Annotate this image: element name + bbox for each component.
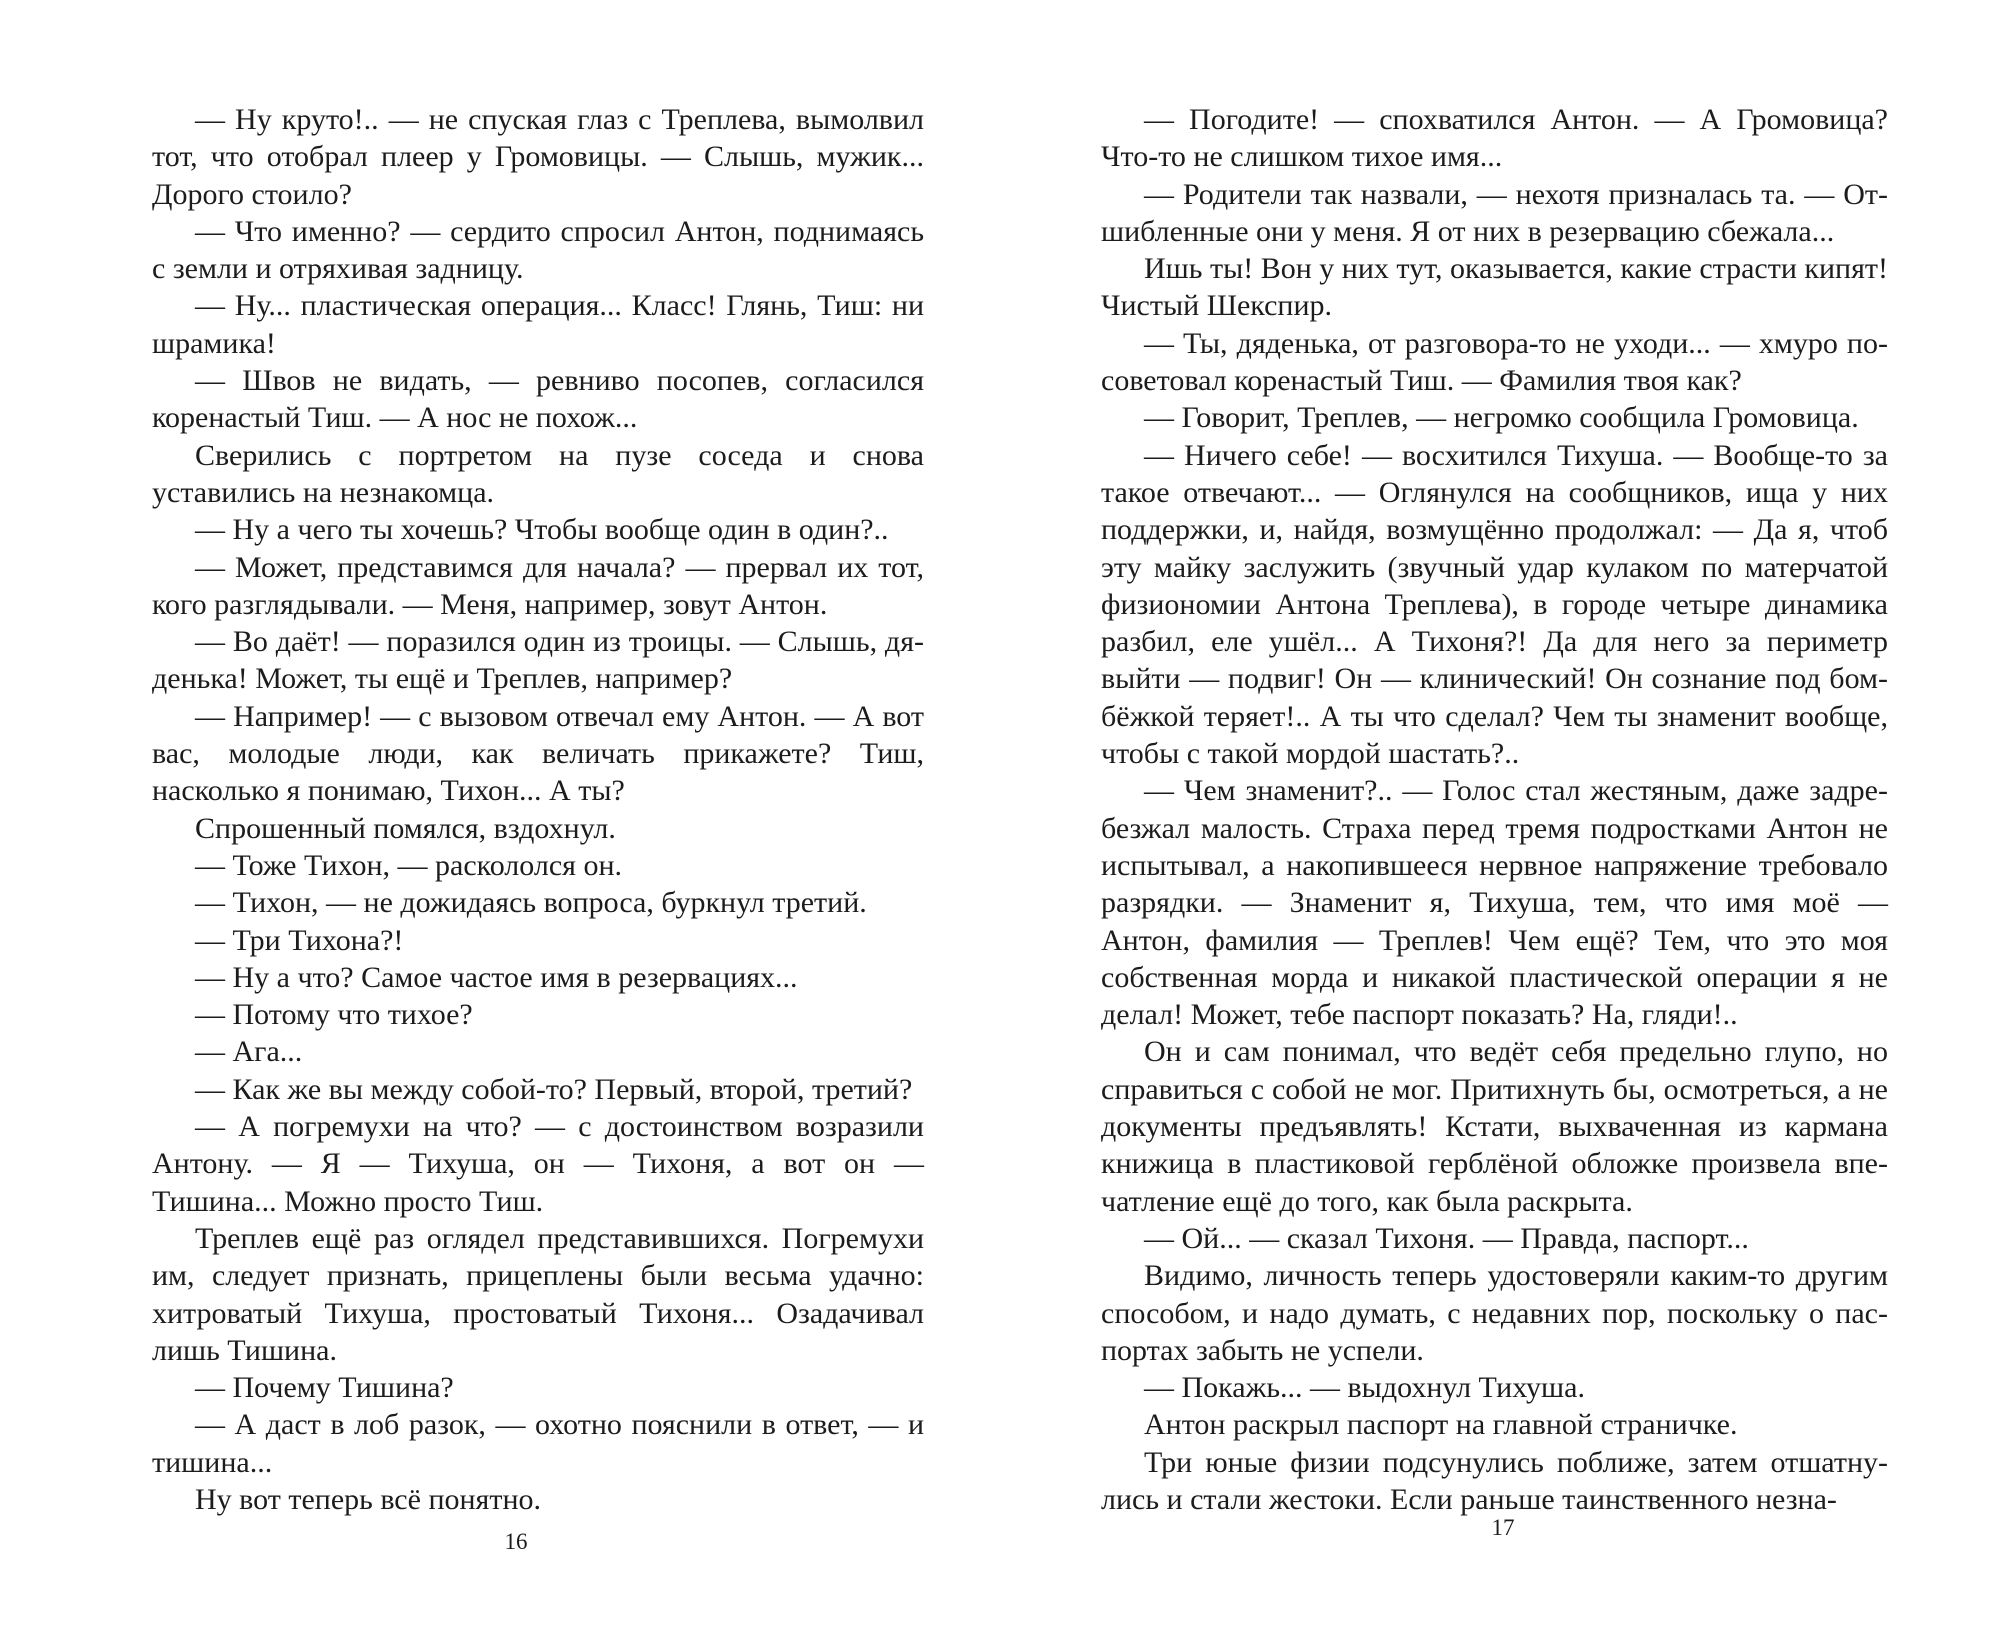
- right-page: [1000, 0, 2000, 1625]
- paragraph: — Ну а чего ты хочешь? Чтобы вообще один в один?..: [195, 513, 889, 547]
- paragraph: — Покажь... — выдохнул Тихуша.: [1144, 1371, 1585, 1405]
- paragraph: — Ага...: [195, 1035, 303, 1069]
- paragraph: — Ну круто!.. — не спуская глаз с Треплева, вымолвил тот, что отобрал плеер у Громовицы. — Слышь, мужик... Дорого стоило?: [152, 103, 924, 211]
- paragraph: — Ничего себе! — восхитился Тихуша. — Вообще-то за такое отвечают... — Оглянулся на сообщников, ища у них поддержки, и, найдя, возмущённо продолжал: — Да я, чтоб эту майку заслужить (звучный удар кулаком по матерчатой физиономии Антона Треплева), в городе четыре динамика разбил, еле ушёл... А Тихоня?! Да для него за периметр выйти — подвиг! Он — клинический! Он сознание под бомбёжкой теряет!.. А ты что сделал? Чем ты знаменит вообще, чтобы с такой мордой шастать?..: [1101, 438, 1888, 771]
- paragraph: — Чем знаменит?.. — Голос стал жестяным, даже задребезжал малость. Страха перед тремя подростками Антон не испытывал, а накопившееся нервное напряжение требовало разрядки. — Знаменит я, Тихуша, тем, что имя моё — Антон, фамилия — Треплев! Чем ещё? Тем, что это моя собственная морда и никакой пластической операции я не делал! Может, тебе паспорт показать? На, гляди!..: [1101, 774, 1888, 1032]
- paragraph: — Ой... — сказал Тихоня. — Правда, паспорт...: [1144, 1221, 1749, 1255]
- paragraph: Ну вот теперь всё понятно.: [195, 1482, 542, 1516]
- paragraph: — Как же вы между собой-то? Первый, второй, третий?: [195, 1072, 913, 1106]
- paragraph: — Потому что тихое?: [195, 998, 473, 1032]
- paragraph: — Ну а что? Самое частое имя в резервациях...: [195, 960, 798, 994]
- paragraph: Антон раскрыл паспорт на главной страничке.: [1144, 1408, 1738, 1442]
- left-page-text: [152, 101, 924, 1518]
- paragraph: — Погодите! — спохватился Антон. — А Громовица? Что-то не слишком тихое имя...: [1101, 103, 1888, 174]
- paragraph: — Что именно? — сердито спросил Антон, поднимаясь с земли и отряхивая задницу.: [152, 214, 924, 286]
- paragraph: — Почему Тишина?: [195, 1371, 454, 1405]
- paragraph: — Ну... пластическая операция... Класс! Глянь, Тиш: ни шрамика!: [152, 289, 924, 360]
- paragraph: Сверились с портретом на пузе соседа и снова уставились на незнакомца.: [152, 438, 924, 509]
- paragraph: — Тоже Тихон, — раскололся он.: [195, 848, 623, 882]
- paragraph: — Во даёт! — поразился один из троицы. — Слышь, дяденька! Может, ты ещё и Треплев, например?: [152, 625, 924, 696]
- paragraph: Он и сам понимал, что ведёт себя предельно глупо, но справиться с собой не мог. Притихнуть бы, осмотреться, а не документы предъявлять! Кстати, выхваченная из кармана книжица в пластиковой герблёной обложке произвела впечатление ещё до того, как была раскрыта.: [1101, 1035, 1888, 1218]
- paragraph: Спрошенный помялся, вздохнул.: [195, 811, 616, 845]
- paragraph: — Ты, дяденька, от разговора-то не уходи... — хмуро посоветовал коренастый Тиш. — Фамилия твоя как?: [1101, 326, 1888, 398]
- paragraph: — Швов не видать, — ревниво посопев, согласился коренастый Тиш. — А нос не похож...: [152, 364, 924, 435]
- paragraph: Ишь ты! Вон у них тут, оказывается, какие страсти кипят! Чистый Шекспир.: [1101, 252, 1888, 323]
- paragraph: Видимо, личность теперь удостоверяли каким-то другим способом, и надо думать, с недавних пор, поскольку о паспортах забыть не успели.: [1101, 1259, 1888, 1367]
- paragraph: — Родители так назвали, — нехотя призналась та. — Отшибленные они у меня. Я от них в резервацию сбежала...: [1101, 177, 1888, 248]
- page-number: 16: [504, 1529, 528, 1554]
- paragraph: — Например! — с вызовом отвечал ему Антон. — А вот вас, молодые люди, как величать прикажете? Тиш, насколько я понимаю, Тихон... А ты?: [152, 699, 924, 808]
- right-page-text: [1101, 101, 1888, 1518]
- paragraph: — Тихон, — не дожидаясь вопроса, буркнул третий.: [195, 886, 867, 920]
- paragraph: — Может, представимся для начала? — прервал их тот, кого разглядывали. — Меня, например, зовут Антон.: [152, 550, 924, 621]
- paragraph: — А даст в лоб разок, — охотно пояснили в ответ, — и тишина...: [152, 1408, 924, 1479]
- paragraph: — Говорит, Треплев, — негромко сообщила Громовица.: [1144, 401, 1859, 435]
- paragraph: — Три Тихона?!: [195, 923, 404, 957]
- paragraph: Три юные физии подсунулись поближе, затем отшатнулись и стали жестоки. Если раньше таинственного незна-: [1101, 1445, 1888, 1516]
- paragraph: Треплев ещё раз оглядел представившихся. Погремухи им, следует признать, прицеплены были весьма удачно: хитроватый Тихуша, простоватый Тихоня... Озадачивал лишь Тишина.: [152, 1221, 924, 1367]
- page-number: 17: [1491, 1515, 1515, 1540]
- paragraph: — А погремухи на что? — с достоинством возразили Антону. — Я — Тихуша, он — Тихоня, а вот он — Тишина... Можно просто Тиш.: [152, 1110, 924, 1218]
